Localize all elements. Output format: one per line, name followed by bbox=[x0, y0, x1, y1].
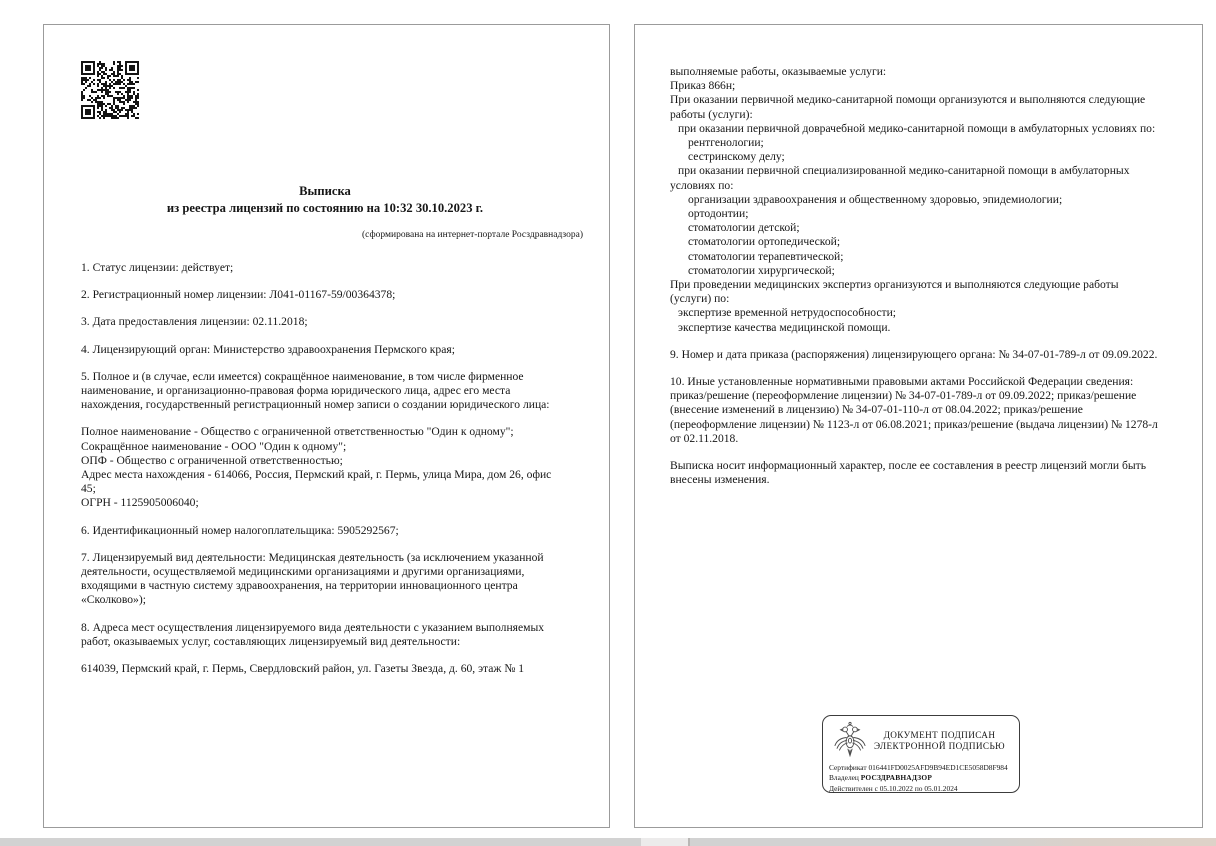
stamp-owner-row bbox=[829, 773, 1012, 783]
document-line: Приказ 866н; bbox=[670, 79, 736, 93]
document-line: 2. Регистрационный номер лицензии: Л041-01167-59/00364378; bbox=[81, 288, 396, 302]
stamp-title-line-2: ЭЛЕКТРОННОЙ ПОДПИСЬЮ bbox=[874, 741, 1005, 751]
document-line: 1. Статус лицензии: действует; bbox=[81, 261, 234, 274]
bottom-edge-light-segment bbox=[641, 838, 690, 846]
document-line: организации здравоохранения и общественному здоровью, эпидемиологии; bbox=[688, 192, 1063, 206]
document-line: 614039, Пермский край, г. Пермь, Свердловский район, ул. Газеты Звезда, д. 60, этаж № 1 bbox=[81, 662, 525, 676]
document-title bbox=[81, 183, 569, 217]
certificate-value: 016441FD0025AFD9B94ED1CE5058D8F984 bbox=[868, 763, 1008, 772]
stamp-title bbox=[871, 730, 1012, 753]
owner-label: Владелец bbox=[829, 773, 859, 783]
document-line: выполняемые работы, оказываемые услуги: bbox=[670, 65, 887, 78]
document-line: стоматологии хирургической; bbox=[688, 263, 835, 277]
page-2-body bbox=[670, 65, 1162, 487]
document-line: Полное наименование - Общество с ограниченной ответственностью "Один к одному"; bbox=[81, 425, 514, 439]
certificate-label: Сертификат bbox=[829, 763, 867, 772]
stamp-header bbox=[829, 720, 1012, 762]
document-line: ОГРН - 1125905006040; bbox=[81, 496, 199, 510]
document-subtitle: (сформирована на интернет-портале Росздравнадзора) bbox=[362, 230, 583, 240]
page-1-body bbox=[81, 261, 569, 676]
document-line: при оказании первичной доврачебной медико-санитарной помощи в амбулаторных условиях по: bbox=[678, 121, 1156, 135]
document-line: при оказании первичной специализированной медико-санитарной помощи в амбулаторных условиях по: bbox=[670, 164, 1130, 192]
stamp-details bbox=[829, 763, 1012, 794]
document-line: Адрес места нахождения - 614066, Россия, Пермский край, г. Пермь, улица Мира, дом 26, офис 45; bbox=[81, 468, 552, 496]
document-line: 10. Иные установленные нормативными правовыми актами Российской Федерации сведения: приказ/решение (переоформление лицензии) № 34-07-01-789-л от 09.09.2022; приказ/решение (внесение изменений в лицензию) № 34-07-01-110-л от 08.04.2022; приказ/решение (переоформление лицензии) № 1123-л от 06.08.2021; приказ/решение (выдача лицензии) № 1278-л от 02.11.2018. bbox=[670, 375, 1158, 445]
title-line-1: Выписка bbox=[299, 184, 351, 198]
title-line-2: из реестра лицензий по состоянию на 10:32 30.10.2023 г. bbox=[166, 201, 484, 215]
document-line: экспертизе качества медицинской помощи. bbox=[678, 320, 891, 334]
stamp-validity-row: Действителен с 05.10.2022 по 05.01.2024 bbox=[829, 783, 958, 793]
document-line: стоматологии терапевтической; bbox=[688, 249, 844, 263]
document-line: стоматологии детской; bbox=[688, 221, 800, 235]
document-line: рентгенологии; bbox=[688, 136, 764, 150]
document-line: 5. Полное и (в случае, если имеется) сокращённое наименование, в том числе фирменное наименование, и организационно-правовая форма юридического лица, адрес его места нахождения, государственный регистрационный номер записи о создании юридического лица: bbox=[81, 369, 550, 412]
document-page-1 bbox=[43, 24, 610, 828]
bottom-edge-bar bbox=[0, 838, 1216, 846]
page-1-content bbox=[44, 25, 609, 827]
document-line: Сокращённое наименование - ООО "Один к одному"; bbox=[81, 439, 347, 453]
stamp-title-line-1: ДОКУМЕНТ ПОДПИСАН bbox=[883, 729, 996, 740]
document-line: 9. Номер и дата приказа (распоряжения) лицензирующего органа: № 34-07-01-789-л от 09.09.2022. bbox=[670, 347, 1158, 361]
document-line: экспертизе временной нетрудоспособности; bbox=[678, 306, 897, 320]
document-line: 6. Идентификационный номер налогоплательщика: 5905292567; bbox=[81, 523, 399, 537]
document-line: При проведении медицинских экспертиз организуются и выполняются следующие работы (услуги) по: bbox=[670, 278, 1119, 306]
document-line: 8. Адреса мест осуществления лицензируемого вида деятельности с указанием выполняемых работ, оказываемых услуг, составляющих лицензируемый вид деятельности: bbox=[81, 620, 545, 648]
qr-code-icon bbox=[81, 61, 139, 119]
stamp-certificate-row bbox=[829, 763, 1012, 773]
document-line: стоматологии ортопедической; bbox=[688, 235, 841, 249]
document-line: 3. Дата предоставления лицензии: 02.11.2018; bbox=[81, 315, 308, 329]
document-line: Выписка носит информационный характер, после ее составления в реестр лицензий могли быть внесены изменения. bbox=[670, 459, 1146, 487]
coat-of-arms-icon bbox=[829, 720, 871, 762]
digital-signature-stamp bbox=[822, 715, 1020, 793]
document-line: сестринскому делу; bbox=[688, 150, 785, 164]
document-line: 4. Лицензирующий орган: Министерство здравоохранения Пермского края; bbox=[81, 342, 455, 356]
document-page-2 bbox=[634, 24, 1203, 828]
owner-value: РОСЗДРАВНАДЗОР bbox=[860, 773, 933, 783]
page-2-content bbox=[635, 25, 1202, 827]
document-line: При оказании первичной медико-санитарной помощи организуются и выполняются следующие работы (услуги): bbox=[670, 93, 1146, 121]
document-line: 7. Лицензируемый вид деятельности: Медицинская деятельность (за исключением указанной деятельности, осуществляемой медицинскими организациями и другими организациями, входящими в частную систему здравоохранения, на территории инновационного центра «Сколково»); bbox=[81, 550, 544, 607]
document-line: ортодонтии; bbox=[688, 207, 749, 221]
document-line: ОПФ - Общество с ограниченной ответственностью; bbox=[81, 453, 343, 467]
